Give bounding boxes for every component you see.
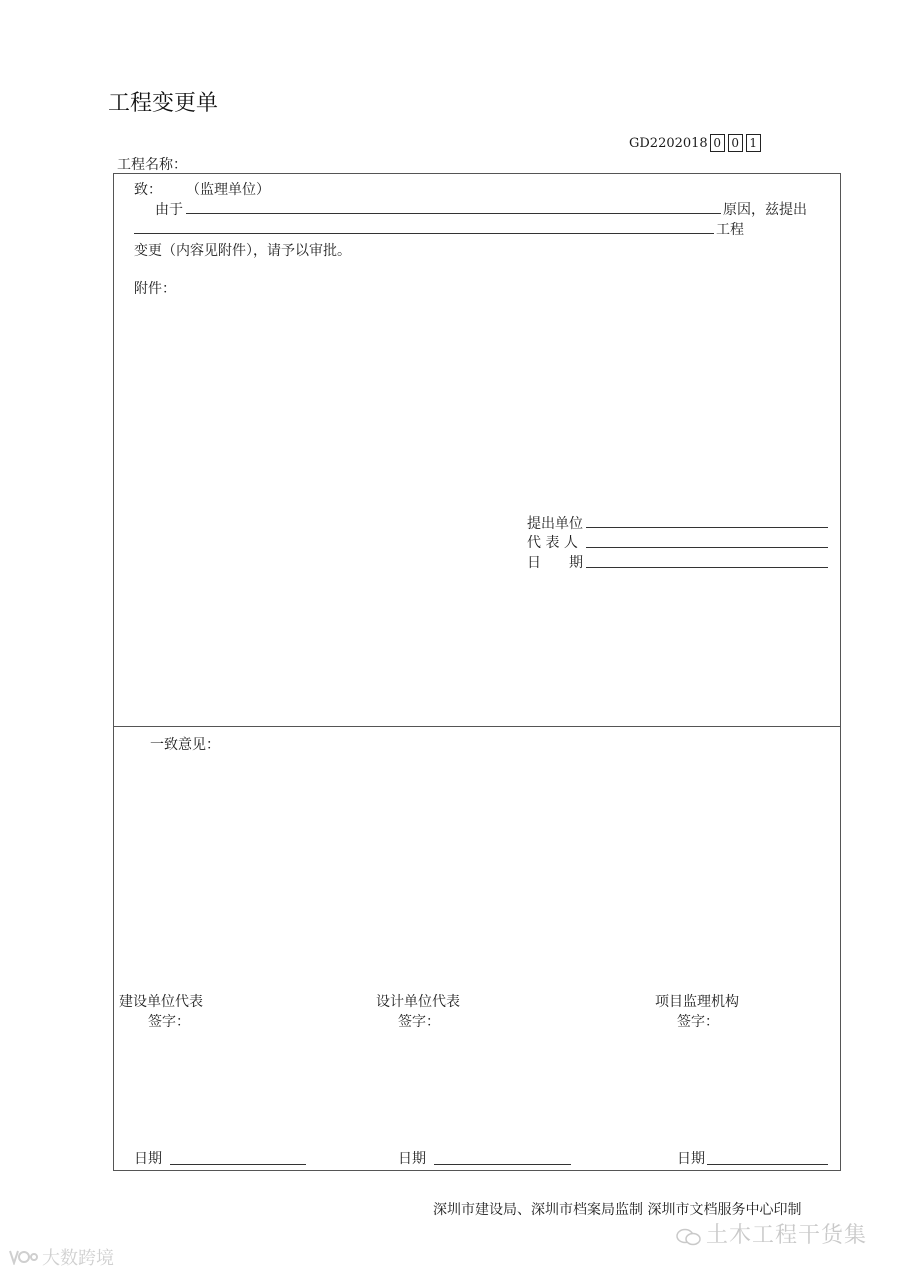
construction-sign-label: 签字：	[148, 1014, 190, 1030]
design-date-label: 日期	[398, 1151, 426, 1167]
brand-logo-icon	[8, 1249, 38, 1270]
design-rep-title: 设计单位代表	[376, 994, 460, 1010]
consensus-label: 一致意见：	[150, 737, 220, 753]
supervision-date-label: 日期	[677, 1151, 705, 1167]
form-frame	[113, 173, 841, 1171]
form-code-prefix: GD2202018	[629, 135, 708, 151]
form-code-digit: 1	[746, 134, 761, 152]
construction-rep-title: 建设单位代表	[119, 994, 203, 1010]
footer-text: 深圳市建设局、深圳市档案局监制 深圳市文档服务中心印制	[433, 1202, 802, 1218]
proposer-rep-line[interactable]	[586, 547, 828, 548]
proposer-date-line[interactable]	[586, 567, 828, 568]
form-code-digit: 0	[728, 134, 743, 152]
proposer-rep-label: 代 表 人	[527, 535, 578, 551]
brand-logo-svg	[8, 1249, 38, 1265]
watermark-right	[676, 1218, 867, 1249]
reason-suffix: 原因，兹提出	[723, 202, 807, 218]
form-code	[629, 134, 764, 152]
wechat-icon-svg	[676, 1228, 702, 1246]
to-label: 致：	[134, 182, 162, 198]
design-sign-label: 签字：	[398, 1014, 440, 1030]
document-title: 工程变更单	[108, 91, 219, 116]
watermark-right-text: 土木工程干货集	[706, 1223, 868, 1248]
supervision-date-line[interactable]	[707, 1164, 828, 1165]
watermark-left	[8, 1244, 114, 1270]
reason-field-line[interactable]	[186, 213, 721, 214]
construction-date-line[interactable]	[170, 1164, 306, 1165]
proposer-date-label: 日 期	[527, 555, 583, 571]
watermark-left-text: 大数跨境	[42, 1248, 114, 1269]
design-date-line[interactable]	[434, 1164, 571, 1165]
project-name-label: 工程名称：	[117, 157, 187, 173]
change-text: 变更（内容见附件），请予以审批。	[134, 243, 351, 259]
project-suffix: 工程	[716, 222, 744, 238]
form-code-digit: 0	[710, 134, 725, 152]
wechat-icon	[676, 1227, 702, 1245]
supervision-org-title: 项目监理机构	[655, 994, 739, 1010]
supervision-unit-label: （监理单位）	[186, 182, 270, 198]
reason-prefix: 由于	[155, 202, 183, 218]
section-divider	[113, 726, 840, 727]
attachment-label: 附件：	[134, 281, 176, 297]
proposer-unit-line[interactable]	[586, 527, 828, 528]
supervision-sign-label: 签字：	[677, 1014, 719, 1030]
project-field-line[interactable]	[134, 233, 714, 234]
construction-date-label: 日期	[134, 1151, 162, 1167]
proposer-unit-label: 提出单位	[527, 516, 583, 532]
